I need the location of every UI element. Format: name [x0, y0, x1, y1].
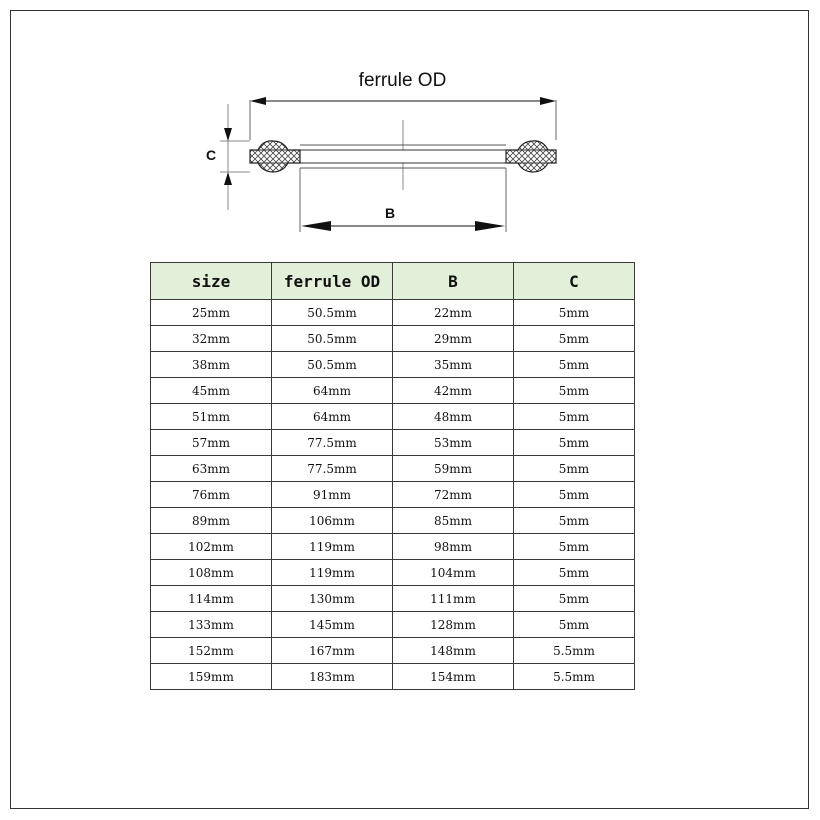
c-dimension-label: C — [206, 147, 217, 163]
cell-size: 133mm — [151, 612, 272, 638]
cell-size: 108mm — [151, 560, 272, 586]
cell-ferrule-od: 183mm — [272, 664, 393, 690]
cell-size: 51mm — [151, 404, 272, 430]
cell-ferrule-od: 50.5mm — [272, 300, 393, 326]
cell-ferrule-od: 77.5mm — [272, 456, 393, 482]
cell-b: 35mm — [393, 352, 514, 378]
table-row — [151, 482, 635, 508]
cell-c: 5mm — [514, 534, 635, 560]
cell-b: 85mm — [393, 508, 514, 534]
cell-c: 5mm — [514, 430, 635, 456]
cell-ferrule-od: 64mm — [272, 404, 393, 430]
table-row — [151, 326, 635, 352]
cell-b: 42mm — [393, 378, 514, 404]
cell-b: 111mm — [393, 586, 514, 612]
table-row — [151, 378, 635, 404]
cell-size: 57mm — [151, 430, 272, 456]
header-c: C — [514, 263, 635, 300]
b-arrow-left — [301, 221, 331, 231]
cell-ferrule-od: 106mm — [272, 508, 393, 534]
table-row — [151, 664, 635, 690]
cell-c: 5mm — [514, 560, 635, 586]
cell-b: 29mm — [393, 326, 514, 352]
cell-c: 5mm — [514, 612, 635, 638]
cell-c: 5mm — [514, 404, 635, 430]
cell-size: 45mm — [151, 378, 272, 404]
cell-size: 89mm — [151, 508, 272, 534]
cell-b: 148mm — [393, 638, 514, 664]
cell-b: 59mm — [393, 456, 514, 482]
cell-c: 5mm — [514, 456, 635, 482]
cell-c: 5mm — [514, 352, 635, 378]
table-row — [151, 456, 635, 482]
table-row — [151, 534, 635, 560]
table-row — [151, 560, 635, 586]
cell-size: 63mm — [151, 456, 272, 482]
b-arrow-right — [475, 221, 505, 231]
header-size: size — [151, 263, 272, 300]
cell-size: 38mm — [151, 352, 272, 378]
cell-b: 22mm — [393, 300, 514, 326]
cell-ferrule-od: 64mm — [272, 378, 393, 404]
cell-size: 159mm — [151, 664, 272, 690]
od-arrow-right — [540, 97, 556, 105]
ferrule-od-label: ferrule OD — [358, 70, 447, 91]
cell-b: 128mm — [393, 612, 514, 638]
table-row — [151, 586, 635, 612]
cell-size: 102mm — [151, 534, 272, 560]
cell-b: 98mm — [393, 534, 514, 560]
cell-ferrule-od: 119mm — [272, 560, 393, 586]
cell-b: 104mm — [393, 560, 514, 586]
cell-ferrule-od: 91mm — [272, 482, 393, 508]
cell-size: 25mm — [151, 300, 272, 326]
cell-c: 5.5mm — [514, 638, 635, 664]
c-arrow-bottom — [224, 172, 232, 185]
cell-size: 114mm — [151, 586, 272, 612]
table-header-row — [151, 263, 635, 300]
b-dimension-label: B — [385, 205, 396, 221]
table-row — [151, 638, 635, 664]
cell-c: 5mm — [514, 300, 635, 326]
cell-c: 5mm — [514, 482, 635, 508]
right-bead — [506, 141, 556, 172]
table-row — [151, 430, 635, 456]
cell-b: 53mm — [393, 430, 514, 456]
table-row — [151, 508, 635, 534]
gasket-diagram — [0, 0, 820, 250]
cell-ferrule-od: 167mm — [272, 638, 393, 664]
table-row — [151, 404, 635, 430]
table-row — [151, 352, 635, 378]
cell-ferrule-od: 50.5mm — [272, 352, 393, 378]
cell-c: 5mm — [514, 586, 635, 612]
left-bead — [250, 141, 300, 172]
header-b: B — [393, 263, 514, 300]
cell-b: 48mm — [393, 404, 514, 430]
cell-ferrule-od: 77.5mm — [272, 430, 393, 456]
cell-c: 5mm — [514, 508, 635, 534]
od-arrow-left — [250, 97, 266, 105]
table-body — [151, 300, 635, 690]
table-row — [151, 300, 635, 326]
cell-b: 72mm — [393, 482, 514, 508]
cell-size: 152mm — [151, 638, 272, 664]
cell-c: 5mm — [514, 326, 635, 352]
cell-ferrule-od: 50.5mm — [272, 326, 393, 352]
cell-b: 154mm — [393, 664, 514, 690]
cell-c: 5mm — [514, 378, 635, 404]
gasket-cross-section-drawing — [0, 0, 820, 250]
cell-size: 32mm — [151, 326, 272, 352]
cell-c: 5.5mm — [514, 664, 635, 690]
cell-ferrule-od: 145mm — [272, 612, 393, 638]
cell-size: 76mm — [151, 482, 272, 508]
header-ferrule-od: ferrule OD — [272, 263, 393, 300]
cell-ferrule-od: 130mm — [272, 586, 393, 612]
cell-ferrule-od: 119mm — [272, 534, 393, 560]
table-row — [151, 612, 635, 638]
c-arrow-top — [224, 128, 232, 141]
size-spec-table — [150, 262, 635, 690]
